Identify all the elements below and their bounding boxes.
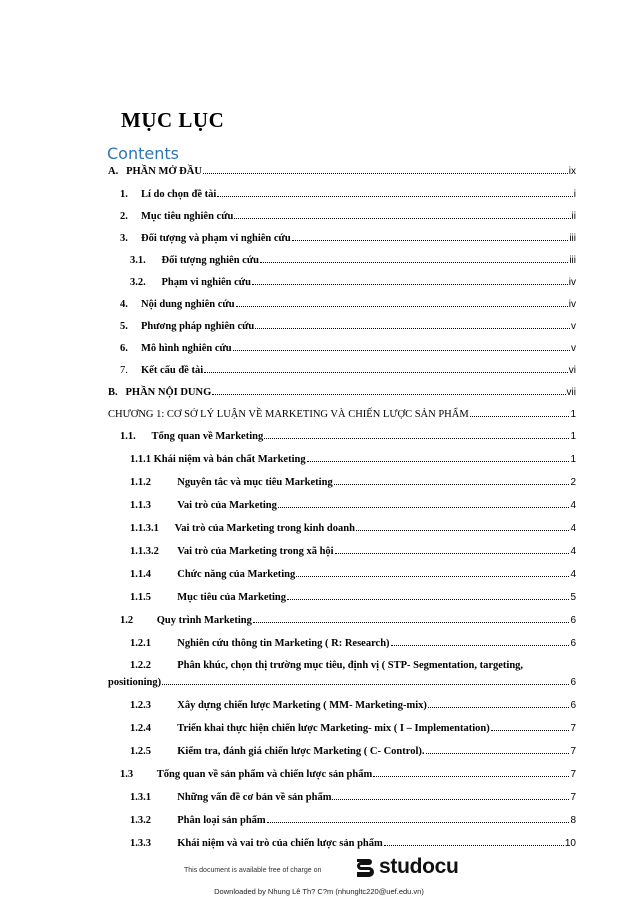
toc-entry-page: 4 — [570, 546, 576, 557]
toc-entry-page: v — [571, 343, 576, 354]
toc-entry-number: 1.3.2 — [130, 815, 178, 826]
toc-entry-title: Mô hình nghiên cứu — [141, 343, 232, 354]
toc-entry[interactable] — [108, 387, 576, 404]
toc-entry-page: 4 — [570, 500, 576, 511]
toc-entry-page: 6 — [570, 615, 576, 626]
toc-entry-page: 1 — [570, 454, 576, 465]
toc-entry-page: 1 — [570, 431, 576, 442]
toc-entry-number: 1.1.4 — [130, 569, 178, 580]
toc-entry-page: 4 — [570, 523, 576, 534]
toc-entry[interactable] — [120, 189, 576, 206]
toc-entry-page: 7 — [570, 746, 576, 757]
toc-entry-page: iii — [569, 255, 576, 266]
toc-entry-page: i — [573, 189, 576, 200]
toc-entry-title-continued: positioning) — [108, 677, 162, 688]
page-heading: MỤC LỤC — [121, 108, 225, 132]
toc-entry-title: Quy trình Marketing — [156, 615, 252, 626]
toc-entry-title: Phân khúc, chọn thị trường mục tiêu, định vị ( STP- Segmentation, targeting, — [177, 660, 524, 671]
toc-entry-title: Phương pháp nghiên cứu — [141, 321, 255, 332]
toc-entry-page: 7 — [570, 792, 576, 803]
toc-entry-title: Kiểm tra, đánh giá chiến lược Marketing ( C- Control). — [177, 746, 425, 757]
toc-entry-number: 1.1.3 — [130, 500, 178, 511]
toc-entry[interactable] — [130, 723, 576, 740]
toc-entry-title: Nghiên cứu thông tin Marketing ( R: Research) — [177, 638, 390, 649]
toc-entry-title: 1.1.1 Khái niệm và bản chất Marketing — [130, 454, 306, 465]
toc-entry-number: A. — [108, 166, 127, 177]
toc-entry-title: Vai trò của Marketing trong xã hội — [177, 546, 334, 557]
toc-entry-page: iii — [569, 233, 576, 244]
toc-entry[interactable] — [120, 431, 576, 448]
toc-entry[interactable] — [120, 299, 576, 316]
toc-entry-title: PHẦN NỘI DUNG — [125, 387, 212, 398]
toc-entry[interactable] — [120, 211, 576, 228]
toc-entry-title: Phạm vi nghiên cứu — [161, 277, 251, 288]
toc-entry[interactable] — [130, 815, 576, 832]
toc-entry-number: 1.1.2 — [130, 477, 178, 488]
toc-entry-number: 6. — [120, 343, 141, 354]
toc-entry[interactable] — [130, 700, 576, 717]
toc-entry-page: vi — [568, 365, 576, 376]
toc-entry-page: 7 — [570, 723, 576, 734]
toc-entry-page: 10 — [564, 838, 576, 849]
contents-label: Contents — [107, 144, 179, 163]
toc-entry[interactable] — [130, 838, 576, 855]
footer-note: This document is available free of charge on — [184, 867, 322, 874]
toc-entry-continuation[interactable] — [108, 677, 576, 694]
toc-entry-number: 1. — [120, 189, 141, 200]
toc-entry-title: Tổng quan về sản phẩm và chiến lược sản phẩm — [156, 769, 373, 780]
toc-entry[interactable] — [120, 365, 576, 382]
toc-entry-title: Phân loại sản phẩm — [177, 815, 266, 826]
toc-entry-number: B. — [108, 387, 126, 398]
toc-entry-number: 1.2.3 — [130, 700, 178, 711]
toc-entry-number: 1.3.1 — [130, 792, 178, 803]
download-attribution: Downloaded by Nhung Lê Th? C?m (nhungltc220@uef.edu.vn) — [214, 887, 424, 896]
toc-entry-page: 4 — [570, 569, 576, 580]
toc-entry-number: 1.3.3 — [130, 838, 178, 849]
toc-entry-title: Đối tượng và phạm vi nghiên cứu — [141, 233, 291, 244]
toc-entry-page: 5 — [570, 592, 576, 603]
toc-entry-wrapped[interactable] — [130, 660, 576, 671]
studocu-logo[interactable] — [353, 855, 459, 879]
toc-entry-number: 1.1.3.1 — [130, 523, 175, 534]
toc-entry[interactable] — [130, 746, 576, 763]
toc-entry-number: 1.1.5 — [130, 592, 178, 603]
toc-entry-number: 1.2 — [120, 615, 157, 626]
toc-entry-page: 6 — [570, 700, 576, 711]
toc-entry-number: 4. — [120, 299, 141, 310]
toc-entry-number: 1.2.1 — [130, 638, 178, 649]
toc-entry-page: ix — [568, 166, 576, 177]
toc-entry-number: 3.1. — [130, 255, 162, 266]
toc-entry-title: Chức năng của Marketing — [177, 569, 296, 580]
toc-entry[interactable] — [130, 255, 576, 272]
toc-entry-page: 6 — [570, 677, 576, 688]
toc-entry-title: Khái niệm và vai trò của chiến lược sản phẩm — [177, 838, 383, 849]
toc-entry-number: 1.2.4 — [130, 723, 178, 734]
toc-entry[interactable] — [108, 166, 576, 183]
toc-entry-title: Kết cấu đề tài — [141, 365, 204, 376]
toc-entry-title: Vai trò của Marketing — [177, 500, 277, 511]
toc-entry[interactable] — [120, 321, 576, 338]
toc-entry-page: vii — [566, 387, 576, 398]
toc-entry[interactable] — [108, 409, 576, 426]
toc-entry[interactable] — [120, 343, 576, 360]
toc-entry[interactable] — [120, 233, 576, 250]
toc-entry-title: Tổng quan về Marketing — [151, 431, 264, 442]
toc-entry-page: ii — [571, 211, 576, 222]
toc-entry-number: 3.2. — [130, 277, 162, 288]
toc-entry[interactable] — [130, 638, 576, 655]
toc-entry[interactable] — [130, 500, 576, 517]
toc-entry-title: Nội dung nghiên cứu — [141, 299, 235, 310]
toc-entry-title: PHẦN MỞ ĐẦU — [126, 166, 202, 177]
brand-name: studocu — [379, 855, 459, 878]
toc-entry-number: 5. — [120, 321, 141, 332]
toc-entry-number: 1.3 — [120, 769, 157, 780]
toc-entry-title: Xây dựng chiến lược Marketing ( MM- Marketing-mix) — [177, 700, 427, 711]
toc-entry[interactable] — [130, 454, 576, 471]
toc-entry-number: 1.2.2 — [130, 660, 178, 671]
toc-entry-title: Lí do chọn đề tài — [141, 189, 217, 200]
toc-entry-page: 6 — [570, 638, 576, 649]
toc-entry[interactable] — [130, 792, 576, 809]
toc-entry-title: Nguyên tắc và mục tiêu Marketing — [177, 477, 333, 488]
toc-entry[interactable] — [130, 592, 576, 609]
toc-entry-number: 1.1.3.2 — [130, 546, 178, 557]
toc-entry-number: 2. — [120, 211, 141, 222]
toc-entry-number: 7. — [120, 365, 141, 376]
toc-entry-page: iv — [568, 277, 576, 288]
toc-entry-page: iv — [568, 299, 576, 310]
toc-entry-title: Những vấn đề cơ bản về sản phẩm — [177, 792, 332, 803]
toc-entry-page: v — [571, 321, 576, 332]
toc-entry[interactable] — [130, 277, 576, 294]
toc-entry-number: 3. — [120, 233, 141, 244]
toc-entry[interactable] — [130, 546, 576, 563]
studocu-icon — [353, 856, 375, 878]
toc-entry-page: 8 — [570, 815, 576, 826]
toc-entry[interactable] — [120, 615, 576, 632]
toc-entry-page: 7 — [570, 769, 576, 780]
toc-entry[interactable] — [120, 769, 576, 786]
toc-entry-title: CHƯƠNG 1: CƠ SỞ LÝ LUẬN VỀ MARKETING VÀ CHIẾN LƯỢC SẢN PHẨM — [108, 409, 469, 420]
toc-entry[interactable] — [130, 569, 576, 586]
toc-entry[interactable] — [130, 477, 576, 494]
toc-entry-page: 1 — [570, 409, 576, 420]
toc-entry-number: 1.2.5 — [130, 746, 178, 757]
toc-entry-title: Mục tiêu của Marketing — [177, 592, 287, 603]
toc-entry-title: Triển khai thực hiện chiến lược Marketing- mix ( I – Implementation) — [177, 723, 490, 734]
toc-entry-title: Vai trò của Marketing trong kinh doanh — [174, 523, 355, 534]
toc-entry-number: 1.1. — [120, 431, 152, 442]
toc-entry-title: Mục tiêu nghiên cứu — [141, 211, 234, 222]
toc-entry-page: 2 — [570, 477, 576, 488]
toc-entry[interactable] — [130, 523, 576, 540]
toc-entry-title: Đối tượng nghiên cứu — [161, 255, 259, 266]
